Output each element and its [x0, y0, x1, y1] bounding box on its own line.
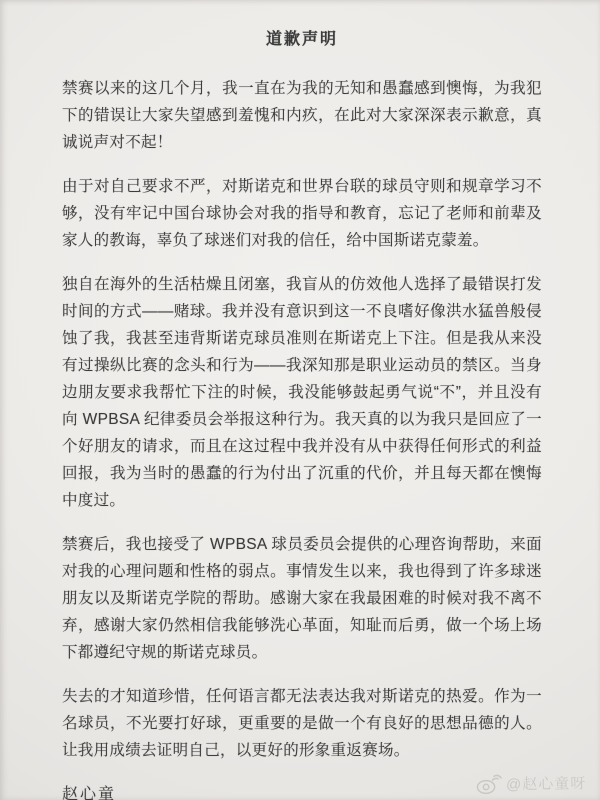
- weibo-watermark: [476, 772, 587, 795]
- weibo-logo-icon: [476, 773, 503, 794]
- paragraph-3: 独自在海外的生活枯燥且闭塞，我盲从的仿效他人选择了最错误打发时间的方式——赌球。我并没有意识到这一不良嗜好像洪水猛兽般侵蚀了我，我甚至违背斯诺克球员准则在斯诺克上下注。但是我从来没有过操纵比赛的念头和行为——我深知那是职业运动员的禁区。当身边朋友要求我帮忙下注的时候，我没能够鼓起勇气说“不”，并且没有向 WPBSA 纪律委员会举报这种行为。我天真的以为我只是回应了一个好朋友的请求，而且在这过程中我并没有从中获得任何形式的利益回报，我为当时的愚蠢的行为付出了沉重的代价，并且每天都在懊悔中度过。: [62, 276, 542, 509]
- paragraph-2: 由于对自己要求不严，对斯诺克和世界台联的球员守则和规章学习不够，没有牢记中国台球协会对我的指导和教育，忘记了老师和前辈及家人的教诲，辜负了球迷们对我的信任，给中国斯诺克蒙羞。: [62, 178, 542, 249]
- weibo-handle: @赵心童呀: [505, 775, 587, 794]
- signature: 赵心童: [62, 786, 117, 800]
- paragraph-5: 失去的才知道珍惜，任何语言都无法表达我对斯诺克的热爱。作为一名球员，不光要打好球，更重要的是做一个有良好的思想品德的人。让我用成绩去证明自己，以更好的形象重返赛场。: [62, 688, 542, 759]
- paragraph-4: 禁赛后，我也接受了 WPBSA 球员委员会提供的心理咨询帮助，来面对我的心理问题和性格的弱点。事情发生以来，我也得到了许多球迷朋友以及斯诺克学院的帮助。感谢大家在我最困难的时候对我不离不弃，感谢大家仍然相信我能够洗心革面，知耻而后勇，做一个场上场下都遵纪守规的斯诺克球员。: [62, 536, 542, 661]
- paragraph-1: 禁赛以来的这几个月，我一直在为我的无知和愚蠢感到懊悔，为我犯下的错误让大家失望感到羞愧和内疚，在此对大家深深表示歉意，真诚说声对不起！: [62, 80, 542, 151]
- document-title: 道歉声明: [265, 31, 338, 48]
